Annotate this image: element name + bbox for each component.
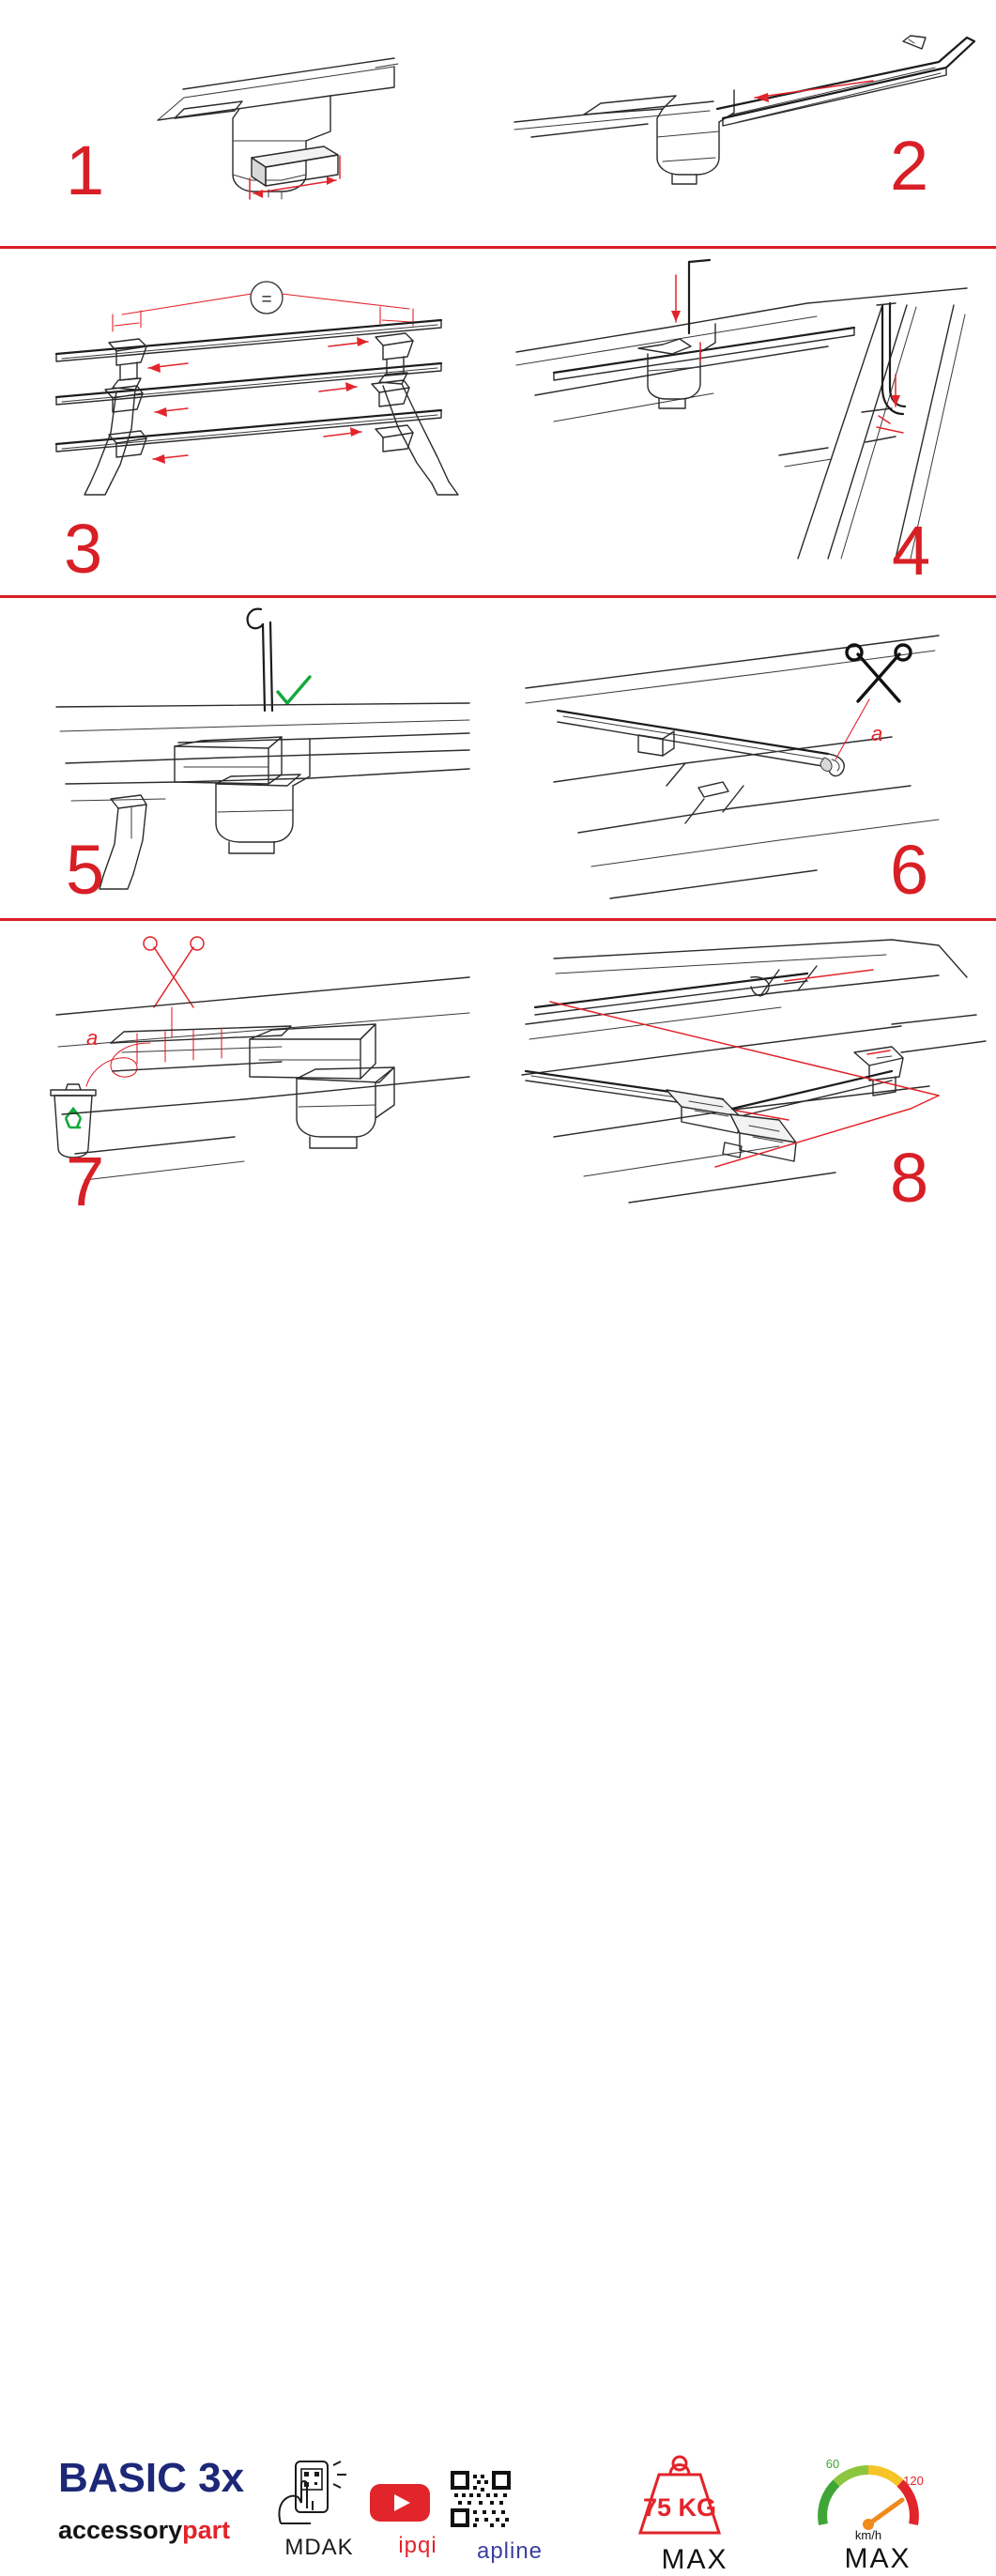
- step-2-number: 2: [890, 127, 927, 205]
- brand-block: [58, 2455, 274, 2545]
- youtube-icon: [366, 2478, 434, 2525]
- check-icon: [278, 677, 310, 703]
- brand-subtitle-dark: accessory: [58, 2516, 183, 2544]
- max-speed-caption: MAX: [844, 2543, 912, 2574]
- step-1-number: 1: [66, 131, 103, 209]
- qr-code-icon: [449, 2469, 514, 2531]
- step-7-number: 7: [66, 1142, 103, 1220]
- label-a-step6: a: [871, 722, 883, 745]
- logo-apline-label: apline: [476, 2538, 544, 2564]
- speed-unit: km/h: [854, 2528, 882, 2542]
- hand-qr-phone-icon: [268, 2460, 354, 2527]
- max-weight-block: [620, 2450, 770, 2576]
- logo-mdak-label: MDAK: [284, 2535, 354, 2560]
- weight-icon: [620, 2450, 740, 2544]
- step-6-number: 6: [890, 831, 927, 909]
- gauge-tick-120: 120: [903, 2474, 924, 2488]
- step-5-number: 5: [66, 831, 103, 909]
- logo-apline[interactable]: [449, 2469, 571, 2565]
- scissors-icon: [847, 645, 911, 701]
- step-8-number: 8: [890, 1139, 927, 1217]
- brand-subtitle: [58, 2515, 274, 2545]
- equal-symbol: =: [261, 290, 272, 310]
- gauge-tick-60: 60: [825, 2457, 840, 2471]
- logo-mdak[interactable]: [268, 2460, 371, 2561]
- step-2-illustration: [498, 0, 996, 244]
- footer: [0, 1220, 996, 2575]
- max-weight-value: 75 KG: [642, 2493, 717, 2522]
- step-3-number: 3: [64, 510, 101, 588]
- max-weight-caption: MAX: [661, 2544, 728, 2575]
- logo-ipqi-label: ipqi: [398, 2533, 437, 2558]
- scissors-icon-red: [144, 937, 204, 1007]
- label-a-step7: a: [86, 1026, 99, 1050]
- speedometer-icon: [803, 2446, 934, 2543]
- max-speed-block: [803, 2446, 953, 2575]
- brand-title: BASIC 3x: [58, 2455, 245, 2501]
- step-4-number: 4: [892, 512, 929, 590]
- brand-subtitle-red: part: [182, 2516, 231, 2544]
